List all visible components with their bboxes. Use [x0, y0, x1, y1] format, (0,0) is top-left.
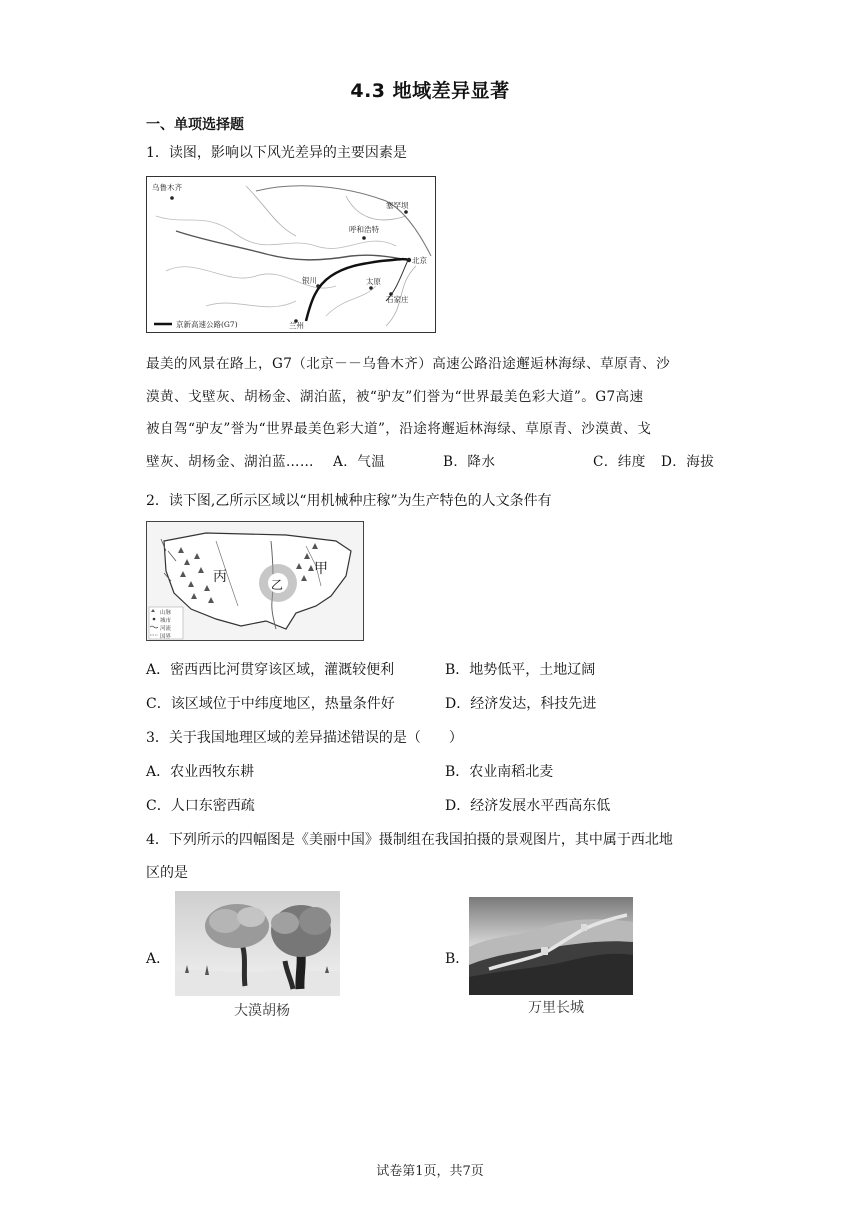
q3-option-b[interactable]: B．农业南稻北麦	[445, 764, 554, 780]
page-footer: 试卷第1页，共7页	[376, 1164, 484, 1179]
legend-item: 城市	[160, 618, 172, 624]
region-label-jia: 甲	[314, 561, 328, 577]
map-legend-label: 京新高速公路(G7)	[176, 320, 238, 329]
q3-option-a[interactable]: A．农业西牧东耕	[146, 764, 255, 780]
map-label-shijiazhuang: 石家庄	[386, 295, 409, 304]
map-label-hohhot: 呼和浩特	[349, 225, 379, 234]
desert-poplar-photo	[175, 891, 340, 996]
q2-option-c[interactable]: C．该区域位于中纬度地区，热量条件好	[146, 696, 395, 712]
caption-desert-poplar: 大漠胡杨	[234, 1003, 290, 1019]
q1-option-d[interactable]: D．海拔	[661, 453, 715, 470]
q3-option-d[interactable]: D．经济发展水平西高东低	[445, 798, 611, 814]
page-title: 4.3 地域差异显著	[350, 80, 510, 102]
q1-option-b[interactable]: B．降水	[443, 453, 496, 470]
great-wall-photo	[469, 897, 633, 995]
q4-option-a[interactable]: A．	[146, 951, 171, 967]
map-label-beijing: 北京	[412, 256, 427, 265]
q1-passage-line: 最美的风景在路上，G7（北京－－乌鲁木齐）高速公路沿途邂逅林海绿、草原青、沙	[146, 356, 671, 372]
region-label-yi: 乙	[271, 578, 284, 592]
legend-item: 山脉	[160, 610, 172, 616]
q3-option-c[interactable]: C．人口东密西疏	[146, 798, 255, 814]
usa-agriculture-map	[146, 521, 364, 641]
caption-great-wall: 万里长城	[528, 1000, 584, 1016]
map-label-saihanba: 塞罕坝	[386, 201, 409, 210]
map-label-taiyuan: 太原	[366, 277, 381, 286]
q1-passage-line: 被自驾“驴友”誉为“世界最美色彩大道”，沿途将邂逅林海绿、草原青、沙漠黄、戈	[146, 421, 652, 437]
q1-option-a[interactable]: A．气温	[333, 453, 386, 470]
g7-route-map	[146, 176, 436, 333]
q1-passage-line: 壁灰、胡杨金、湖泊蓝……	[146, 453, 314, 470]
q1-option-c[interactable]: C．纬度	[593, 453, 646, 470]
map-label-lanzhou: 兰州	[289, 321, 304, 330]
section-heading: 一、单项选择题	[146, 117, 244, 133]
q2-option-b[interactable]: B．地势低平，土地辽阔	[445, 662, 596, 678]
q4-option-b[interactable]: B．	[445, 951, 470, 967]
q3-stem: 3．关于我国地理区域的差异描述错误的是（ ）	[146, 730, 463, 746]
map-label-yinchuan: 银川	[302, 276, 317, 285]
map-label-urumqi: 乌鲁木齐	[152, 183, 182, 192]
q2-stem: 2．读下图,乙所示区域以“用机械种庄稼”为生产特色的人文条件有	[146, 493, 552, 509]
q2-option-d[interactable]: D．经济发达，科技先进	[445, 696, 597, 712]
legend-item: 河流	[160, 626, 172, 632]
q1-stem: 1．读图，影响以下风光差异的主要因素是	[146, 145, 407, 161]
q1-passage-line: 漠黄、戈壁灰、胡杨金、湖泊蓝，被“驴友”们誉为“世界最美色彩大道”。G7高速	[146, 388, 644, 405]
q4-stem-line1: 4．下列所示的四幅图是《美丽中国》摄制组在我国拍摄的景观图片，其中属于西北地	[146, 832, 673, 848]
q2-option-a[interactable]: A．密西西比河贯穿该区域，灌溉较便利	[146, 662, 395, 678]
legend-item: 国界	[160, 634, 172, 640]
q1-last-line	[146, 446, 716, 479]
q4-stem-line2: 区的是	[146, 865, 188, 881]
q1-passage	[146, 348, 716, 478]
region-label-bing: 丙	[213, 569, 227, 585]
